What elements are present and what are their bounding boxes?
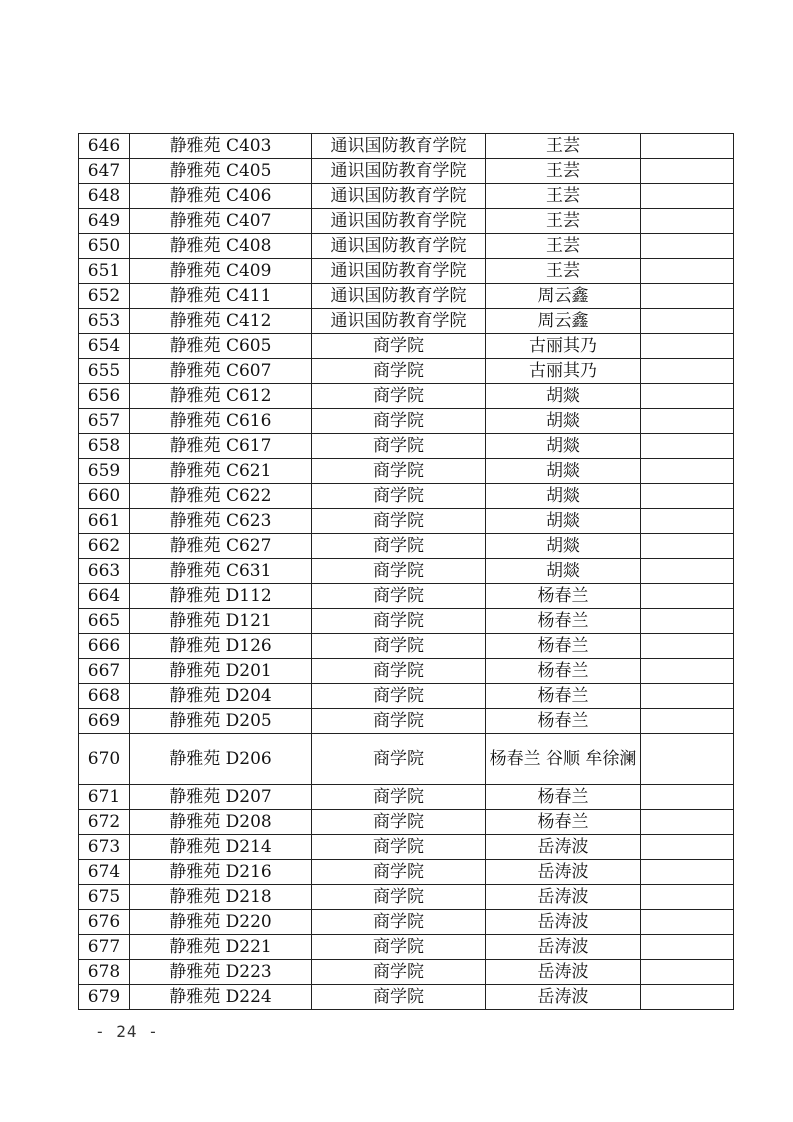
college-cell: 商学院 [312, 459, 486, 484]
college-cell: 商学院 [312, 935, 486, 960]
room-cell: 静雅苑 D218 [130, 885, 312, 910]
table-row [79, 234, 734, 259]
room-cell: 静雅苑 D121 [130, 609, 312, 634]
room-cell: 静雅苑 C409 [130, 259, 312, 284]
row-number-cell: 673 [79, 835, 130, 860]
teacher-cell: 岳涛波 [486, 860, 641, 885]
table-row [79, 810, 734, 835]
note-cell [641, 785, 734, 810]
college-cell: 商学院 [312, 634, 486, 659]
college-cell: 商学院 [312, 509, 486, 534]
table-row [79, 709, 734, 734]
college-cell: 商学院 [312, 334, 486, 359]
teacher-cell: 岳涛波 [486, 985, 641, 1010]
note-cell [641, 734, 734, 785]
teacher-cell: 杨春兰 [486, 634, 641, 659]
room-cell: 静雅苑 D207 [130, 785, 312, 810]
college-cell: 商学院 [312, 860, 486, 885]
college-cell: 商学院 [312, 885, 486, 910]
teacher-cell: 岳涛波 [486, 910, 641, 935]
teacher-cell: 杨春兰 [486, 584, 641, 609]
table-row [79, 559, 734, 584]
room-cell: 静雅苑 C407 [130, 209, 312, 234]
room-cell: 静雅苑 C631 [130, 559, 312, 584]
table-row [79, 209, 734, 234]
table-row [79, 459, 734, 484]
teacher-cell: 杨春兰 [486, 709, 641, 734]
note-cell [641, 985, 734, 1010]
row-number-cell: 672 [79, 810, 130, 835]
room-cell: 静雅苑 D126 [130, 634, 312, 659]
room-cell: 静雅苑 D216 [130, 860, 312, 885]
table-row [79, 259, 734, 284]
teacher-cell: 王芸 [486, 134, 641, 159]
row-number-cell: 650 [79, 234, 130, 259]
room-cell: 静雅苑 D201 [130, 659, 312, 684]
college-cell: 商学院 [312, 434, 486, 459]
college-cell: 商学院 [312, 359, 486, 384]
table-row [79, 284, 734, 309]
row-number-cell: 679 [79, 985, 130, 1010]
college-cell: 商学院 [312, 985, 486, 1010]
table-row [79, 309, 734, 334]
note-cell [641, 534, 734, 559]
note-cell [641, 234, 734, 259]
row-number-cell: 670 [79, 734, 130, 785]
row-number-cell: 651 [79, 259, 130, 284]
row-number-cell: 659 [79, 459, 130, 484]
table-row [79, 835, 734, 860]
note-cell [641, 509, 734, 534]
note-cell [641, 184, 734, 209]
note-cell [641, 359, 734, 384]
table-row [79, 434, 734, 459]
row-number-cell: 660 [79, 484, 130, 509]
college-cell: 通识国防教育学院 [312, 234, 486, 259]
page-number: - 24 - [95, 1022, 159, 1041]
teacher-cell: 胡燚 [486, 484, 641, 509]
row-number-cell: 661 [79, 509, 130, 534]
college-cell: 通识国防教育学院 [312, 134, 486, 159]
row-number-cell: 652 [79, 284, 130, 309]
teacher-cell: 杨春兰 [486, 684, 641, 709]
room-cell: 静雅苑 D206 [130, 734, 312, 785]
note-cell [641, 409, 734, 434]
teacher-cell: 古丽其乃 [486, 359, 641, 384]
row-number-cell: 671 [79, 785, 130, 810]
teacher-cell: 王芸 [486, 159, 641, 184]
table-row [79, 910, 734, 935]
row-number-cell: 674 [79, 860, 130, 885]
table-row [79, 935, 734, 960]
note-cell [641, 935, 734, 960]
note-cell [641, 559, 734, 584]
table-row [79, 484, 734, 509]
note-cell [641, 910, 734, 935]
row-number-cell: 675 [79, 885, 130, 910]
table-row [79, 534, 734, 559]
note-cell [641, 134, 734, 159]
table-row [79, 184, 734, 209]
row-number-cell: 646 [79, 134, 130, 159]
row-number-cell: 678 [79, 960, 130, 985]
row-number-cell: 664 [79, 584, 130, 609]
college-cell: 商学院 [312, 584, 486, 609]
teacher-cell: 胡燚 [486, 559, 641, 584]
note-cell [641, 709, 734, 734]
row-number-cell: 657 [79, 409, 130, 434]
teacher-cell: 周云鑫 [486, 284, 641, 309]
college-cell: 商学院 [312, 734, 486, 785]
note-cell [641, 960, 734, 985]
room-cell: 静雅苑 D112 [130, 584, 312, 609]
row-number-cell: 649 [79, 209, 130, 234]
college-cell: 商学院 [312, 684, 486, 709]
table-row [79, 985, 734, 1010]
note-cell [641, 659, 734, 684]
note-cell [641, 609, 734, 634]
room-cell: 静雅苑 C607 [130, 359, 312, 384]
row-number-cell: 656 [79, 384, 130, 409]
table-row [79, 734, 734, 785]
college-cell: 商学院 [312, 960, 486, 985]
college-cell: 通识国防教育学院 [312, 209, 486, 234]
table-row [79, 584, 734, 609]
room-cell: 静雅苑 C403 [130, 134, 312, 159]
teacher-cell: 杨春兰 谷顺 牟徐澜 [486, 734, 641, 785]
table-row [79, 960, 734, 985]
college-cell: 通识国防教育学院 [312, 259, 486, 284]
row-number-cell: 677 [79, 935, 130, 960]
teacher-cell: 岳涛波 [486, 885, 641, 910]
table-row [79, 359, 734, 384]
room-cell: 静雅苑 C406 [130, 184, 312, 209]
teacher-cell: 王芸 [486, 209, 641, 234]
room-cell: 静雅苑 D205 [130, 709, 312, 734]
table-row [79, 684, 734, 709]
teacher-cell: 杨春兰 [486, 609, 641, 634]
college-cell: 商学院 [312, 835, 486, 860]
note-cell [641, 159, 734, 184]
row-number-cell: 655 [79, 359, 130, 384]
teacher-cell: 胡燚 [486, 534, 641, 559]
room-cell: 静雅苑 D204 [130, 684, 312, 709]
table-row [79, 334, 734, 359]
college-cell: 通识国防教育学院 [312, 284, 486, 309]
college-cell: 商学院 [312, 534, 486, 559]
teacher-cell: 杨春兰 [486, 785, 641, 810]
teacher-cell: 胡燚 [486, 409, 641, 434]
note-cell [641, 885, 734, 910]
teacher-cell: 胡燚 [486, 434, 641, 459]
college-cell: 商学院 [312, 659, 486, 684]
note-cell [641, 334, 734, 359]
table-row [79, 885, 734, 910]
note-cell [641, 434, 734, 459]
table-row [79, 159, 734, 184]
row-number-cell: 662 [79, 534, 130, 559]
row-number-cell: 666 [79, 634, 130, 659]
teacher-cell: 周云鑫 [486, 309, 641, 334]
teacher-cell: 胡燚 [486, 459, 641, 484]
row-number-cell: 668 [79, 684, 130, 709]
table-row [79, 384, 734, 409]
row-number-cell: 676 [79, 910, 130, 935]
teacher-cell: 王芸 [486, 259, 641, 284]
room-cell: 静雅苑 C627 [130, 534, 312, 559]
college-cell: 通识国防教育学院 [312, 184, 486, 209]
table-row [79, 634, 734, 659]
teacher-cell: 岳涛波 [486, 835, 641, 860]
note-cell [641, 584, 734, 609]
room-cell: 静雅苑 C612 [130, 384, 312, 409]
room-cell: 静雅苑 C621 [130, 459, 312, 484]
row-number-cell: 665 [79, 609, 130, 634]
row-number-cell: 653 [79, 309, 130, 334]
college-cell: 商学院 [312, 609, 486, 634]
room-cell: 静雅苑 D224 [130, 985, 312, 1010]
college-cell: 商学院 [312, 810, 486, 835]
teacher-cell: 胡燚 [486, 509, 641, 534]
row-number-cell: 663 [79, 559, 130, 584]
room-cell: 静雅苑 D223 [130, 960, 312, 985]
teacher-cell: 杨春兰 [486, 659, 641, 684]
row-number-cell: 658 [79, 434, 130, 459]
table-row [79, 134, 734, 159]
room-cell: 静雅苑 C622 [130, 484, 312, 509]
dormitory-assignment-table [78, 133, 734, 1010]
college-cell: 商学院 [312, 559, 486, 584]
note-cell [641, 860, 734, 885]
note-cell [641, 810, 734, 835]
table-row [79, 659, 734, 684]
room-cell: 静雅苑 C617 [130, 434, 312, 459]
note-cell [641, 284, 734, 309]
college-cell: 商学院 [312, 785, 486, 810]
row-number-cell: 669 [79, 709, 130, 734]
room-cell: 静雅苑 D214 [130, 835, 312, 860]
note-cell [641, 209, 734, 234]
note-cell [641, 835, 734, 860]
college-cell: 通识国防教育学院 [312, 159, 486, 184]
note-cell [641, 634, 734, 659]
college-cell: 商学院 [312, 384, 486, 409]
note-cell [641, 259, 734, 284]
teacher-cell: 王芸 [486, 234, 641, 259]
room-cell: 静雅苑 C616 [130, 409, 312, 434]
note-cell [641, 309, 734, 334]
table-row [79, 409, 734, 434]
row-number-cell: 648 [79, 184, 130, 209]
room-cell: 静雅苑 C405 [130, 159, 312, 184]
table-body [79, 134, 734, 1010]
college-cell: 商学院 [312, 409, 486, 434]
teacher-cell: 王芸 [486, 184, 641, 209]
teacher-cell: 古丽其乃 [486, 334, 641, 359]
room-cell: 静雅苑 D220 [130, 910, 312, 935]
room-cell: 静雅苑 D221 [130, 935, 312, 960]
row-number-cell: 647 [79, 159, 130, 184]
row-number-cell: 667 [79, 659, 130, 684]
room-cell: 静雅苑 C411 [130, 284, 312, 309]
teacher-cell: 胡燚 [486, 384, 641, 409]
teacher-cell: 岳涛波 [486, 960, 641, 985]
table-row [79, 509, 734, 534]
note-cell [641, 484, 734, 509]
note-cell [641, 684, 734, 709]
teacher-cell: 岳涛波 [486, 935, 641, 960]
table-row [79, 609, 734, 634]
row-number-cell: 654 [79, 334, 130, 359]
room-cell: 静雅苑 C408 [130, 234, 312, 259]
college-cell: 商学院 [312, 484, 486, 509]
college-cell: 商学院 [312, 709, 486, 734]
teacher-cell: 杨春兰 [486, 810, 641, 835]
table-row [79, 860, 734, 885]
room-cell: 静雅苑 C605 [130, 334, 312, 359]
college-cell: 商学院 [312, 910, 486, 935]
note-cell [641, 384, 734, 409]
table-row [79, 785, 734, 810]
room-cell: 静雅苑 C412 [130, 309, 312, 334]
college-cell: 通识国防教育学院 [312, 309, 486, 334]
room-cell: 静雅苑 D208 [130, 810, 312, 835]
note-cell [641, 459, 734, 484]
room-cell: 静雅苑 C623 [130, 509, 312, 534]
